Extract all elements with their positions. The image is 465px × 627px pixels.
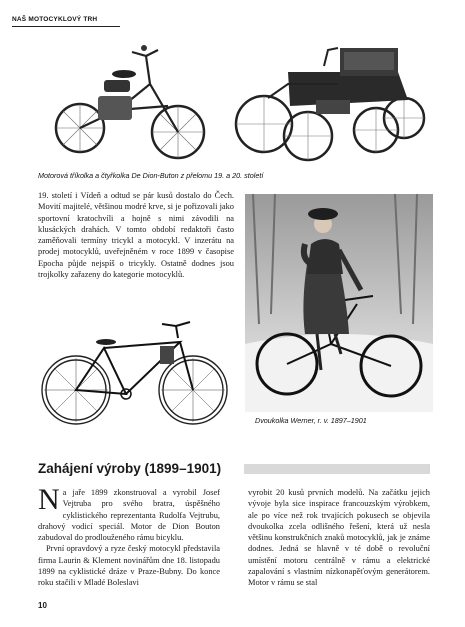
section-title: Zahájení výroby (1899–1901) — [38, 461, 222, 476]
intro-text: 19. století i Vídeň a odtud se pár kusů dostalo do Čech. Movití majitelé, většinou modré krve, si je pořizovali jako sportovní kratochvíli a hojně s nimi závodili na klusáckých drahách. V tomto období redaktoři často zaměňovali termíny tricykl a motocykl. V inzerátu na prodej motocyklů, uveřejněném v roce 1899 v časopise Epocha půjde nejspíš o tricykly. Ostatně dodnes jsou trojkolky zařazeny do kategorie motocyklů. — [38, 191, 234, 280]
engraving-motor-bicycle — [38, 318, 233, 430]
quadricycle-illustration — [228, 40, 428, 168]
photo-woman-bicycle — [245, 194, 433, 412]
paragraph-1 — [38, 483, 220, 543]
paragraph-2: První opravdový a ryze český motocykl představila firma Laurin & Klement novinářům dne 18. listopadu 1899 na cyklistické dráze v Praze-Bubny. Do konce roku stačili v Mladé Boleslavi — [38, 544, 220, 588]
caption-werner: Dvoukolka Werner, r. v. 1897–1901 — [255, 416, 367, 425]
page-number: 10 — [38, 601, 47, 610]
caption-top-vehicles: Motorová tříkolka a čtyřkolka De Dion-Buton z přelomu 19. a 20. století — [38, 171, 264, 180]
header-rule — [12, 26, 120, 27]
section-title-bar — [244, 464, 430, 474]
photo-motor-tricycle — [40, 40, 208, 168]
column-left — [38, 483, 220, 589]
dropcap: N — [38, 483, 60, 516]
photo-quadricycle — [228, 40, 428, 168]
motor-tricycle-illustration — [40, 40, 208, 168]
motor-bicycle-engraving — [38, 318, 233, 430]
column-right — [248, 487, 430, 589]
intro-paragraph — [38, 190, 234, 280]
running-head: NAŠ MOTOCYKLOVÝ TRH — [12, 16, 98, 23]
paragraph-3: vyrobit 20 kusů prvních modelů. Na začátku jejich vývoje byla sice inspirace francouzským výrobkem, ale po více než rok trvajících pokusech se objevila dvoukolka zcela odlišného řešení, která už nesla většinu konstrukčních znaků motocyklů, jak je známe dodnes. Jedná se hlavně v té době o revoluční umístění motoru centrálně v rámu a elektrické zapalování s vlastním nízkonapěťovým generátorem. Motor v rámu se stal — [248, 488, 430, 588]
woman-bicycle-illustration — [245, 194, 433, 412]
paragraph-1-text: a jaře 1899 zkonstruoval a vyrobil Josef Vejtruba pro svého bratra, úspěšného cyklistického reprezentanta Rudolfa Vejtrubu, drahový vodicí speciál. Motor de Dion Bouton zabudoval do prodlouženého rámu bicyklu. — [38, 488, 220, 543]
